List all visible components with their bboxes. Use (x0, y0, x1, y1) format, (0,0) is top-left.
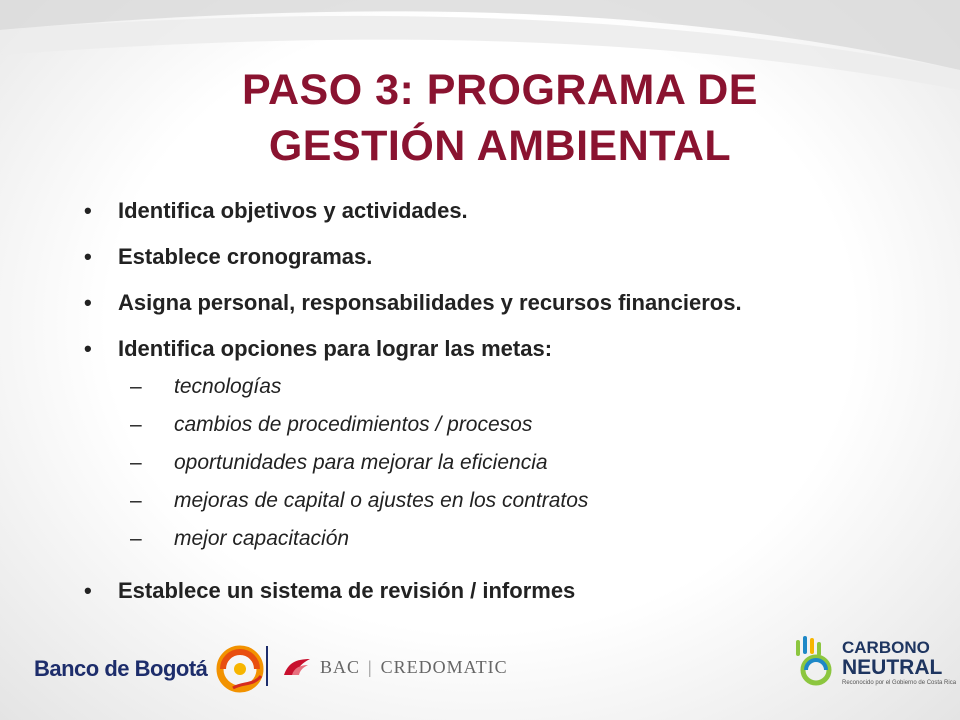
sub-item (130, 368, 844, 406)
bullet-text: Identifica opciones para lograr las metas: (118, 336, 553, 361)
bullet-glyph: • (84, 578, 92, 603)
bullet-item (84, 334, 844, 558)
title-line-2: GESTIÓN AMBIENTAL (268, 122, 732, 170)
bullet-item (84, 288, 844, 318)
sub-item-text: cambios de procedimientos / procesos (174, 413, 533, 436)
bullet-glyph: • (84, 198, 92, 223)
footer-divider (266, 646, 268, 686)
carbono-text: CARBONO (842, 638, 930, 657)
sub-item-text: mejoras de capital o ajustes en los contratos (174, 489, 589, 512)
banco-de-bogota-logo (34, 644, 267, 694)
neutral-text: NEUTRAL (842, 656, 943, 679)
bullet-item (84, 576, 844, 606)
bullet-glyph: • (84, 244, 92, 269)
bogota-emblem-icon (213, 644, 267, 694)
bac-emblem-icon (282, 655, 312, 679)
bullet-text: Identifica objetivos y actividades. (118, 198, 468, 223)
sub-item (130, 444, 844, 482)
bac-text: BAC (320, 656, 361, 677)
bullet-text: Establece cronogramas. (118, 244, 373, 269)
bullet-list (84, 196, 844, 622)
sub-item (130, 520, 844, 558)
bullet-item (84, 196, 844, 226)
carbono-neutral-logo (790, 632, 957, 696)
carbono-neutral-emblem-icon (790, 634, 840, 694)
bac-credomatic-logo (282, 652, 508, 682)
dash-glyph: – (130, 413, 142, 436)
title-line-1: PASO 3: PROGRAMA DE (242, 66, 758, 114)
sub-item (130, 406, 844, 444)
bac-separator: | (368, 656, 373, 677)
bullet-text: Establece un sistema de revisión / informes (118, 578, 576, 603)
sub-item-text: mejor capacitación (174, 527, 350, 550)
dash-glyph: – (130, 375, 142, 398)
bullet-glyph: • (84, 290, 92, 315)
bullet-text: Asigna personal, responsabilidades y recursos financieros. (118, 290, 742, 315)
carbono-neutral-tagline: Reconocido por el Gobierno de Costa Rica (842, 680, 957, 686)
bogota-wordmark: Banco de Bogotá (34, 656, 208, 681)
dash-glyph: – (130, 451, 142, 474)
sub-item (130, 482, 844, 520)
bullet-glyph: • (84, 336, 92, 361)
sub-item-text: oportunidades para mejorar la eficiencia (174, 451, 548, 474)
slide-title (200, 62, 800, 174)
bullet-item (84, 242, 844, 272)
credomatic-text: CREDOMATIC (380, 656, 508, 677)
sub-list (118, 368, 844, 558)
dash-glyph: – (130, 527, 142, 550)
dash-glyph: – (130, 489, 142, 512)
sub-item-text: tecnologías (174, 375, 282, 398)
